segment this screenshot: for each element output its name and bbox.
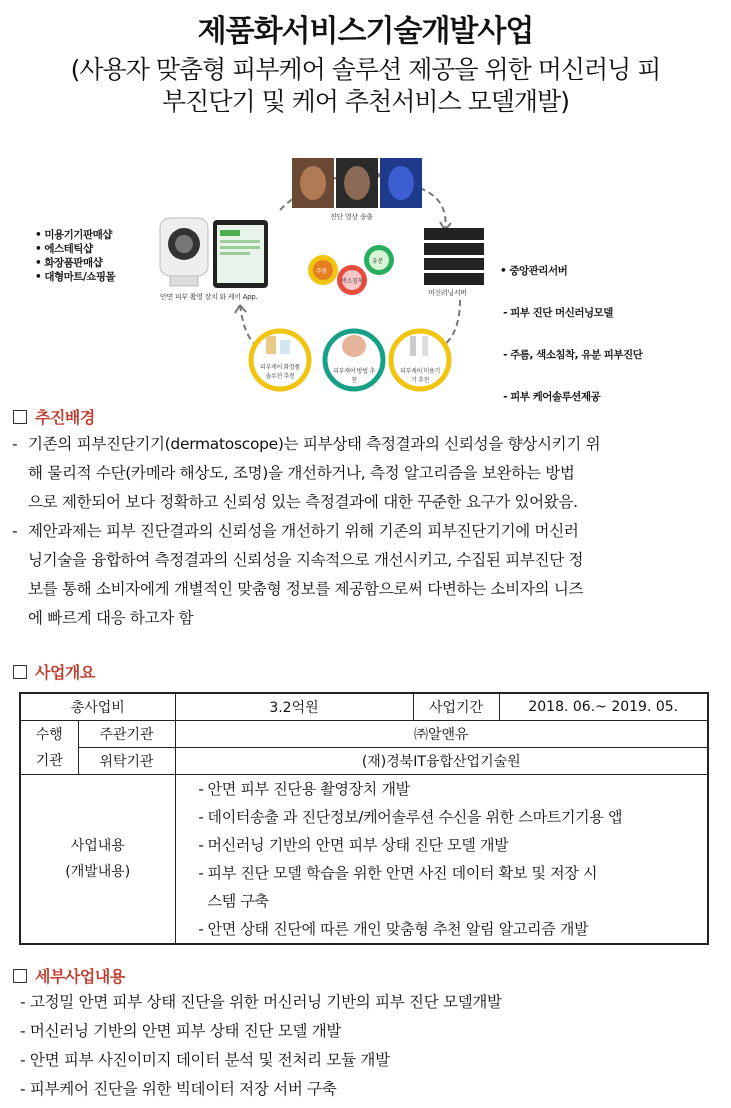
- left-list-item: • 화장품판매샵: [35, 257, 103, 269]
- right-list-item: - 피부 진단 머신러닝모델: [500, 307, 613, 319]
- period-label: 사업기간: [413, 693, 499, 721]
- lead-org-label: 주관기관: [78, 721, 175, 748]
- service-diagram: [30, 150, 710, 403]
- budget-value: 3.2억원: [175, 693, 413, 721]
- right-list-item: - 주름, 색소침착, 유분 피부진단: [500, 349, 643, 361]
- diagram-left-list: [35, 228, 115, 284]
- content-label: 사업내용 (개발내용): [20, 775, 175, 945]
- bottom-label-device: 피부케어 미용기기 추천: [399, 368, 441, 384]
- period-value: 2018. 06.~ 2019. 05.: [499, 693, 708, 721]
- center-label-pigment: 색소침착: [341, 278, 363, 285]
- detail-item: - 안면 피부 사진이미지 데이터 분석 및 전처리 모듈 개발: [20, 1051, 390, 1069]
- right-list-item: - 피부 케어솔루션제공: [500, 391, 601, 403]
- center-label-wrinkle: 주름: [316, 268, 327, 275]
- checkbox-square-icon: [13, 410, 27, 424]
- detail-item: - 고정밀 안면 피부 상태 진단을 위한 머신러닝 기반의 피부 진단 모델개발: [20, 993, 502, 1011]
- page-subtitle-line2: 부진단기 및 케어 추천서비스 모델개발): [162, 87, 569, 116]
- content-item: - 안면 상태 진단에 따른 개인 맞춤형 추천 알림 알고리즘 개발: [198, 920, 589, 938]
- paragraph: - 제안과제는 피부 진단결과의 신뢰성을 개선하기 위해 기존의 피부진단기기에 머신러 닝기술을 융합하여 측정결과의 신뢰성을 지속적으로 개선시키고, 수집된 피부진단 정 보를 통해 소비자에게 개별적인 맞춤형 정보를 제공함으로써 다변하는 소비자의 니즈 에 빠르게 대응 하고자 함: [12, 522, 584, 627]
- content-item: - 머신러닝 기반의 안면 피부 상태 진단 모델 개발: [198, 836, 509, 854]
- org-label: 수행 기관: [20, 721, 78, 775]
- background-paragraphs: [12, 430, 702, 633]
- checkbox-square-icon: [13, 969, 27, 983]
- entrusted-org-value: (재)경북IT융합산업기술원: [175, 748, 708, 775]
- caption-device: 안면 피부 촬영 장치 와 케어 App.: [160, 293, 258, 301]
- left-list-item: • 에스테틱샵: [35, 243, 93, 255]
- bottom-label-cosmetics: 피부케어 화장품 솔루션 추천: [259, 364, 301, 380]
- budget-label: 총사업비: [20, 693, 175, 721]
- content-item: - 피부 진단 모델 학습을 위한 안면 사진 데이터 확보 및 저장 시: [198, 864, 598, 882]
- lead-org-value: ㈜알앤유: [175, 721, 708, 748]
- right-list-item: • 중앙관리서버: [500, 265, 568, 277]
- caption-video-transmit: 진단 영상 송출: [330, 213, 373, 221]
- detail-item: - 머신러닝 기반의 안면 피부 상태 진단 모델 개발: [20, 1022, 342, 1040]
- bottom-label-method: 피부케어 방법 추천: [333, 368, 375, 384]
- content-items: [175, 775, 708, 945]
- center-label-oil: 유분: [372, 258, 383, 265]
- page-title: 제품화서비스기술개발사업: [197, 14, 534, 49]
- content-item-continued: 스템 구축: [207, 892, 269, 910]
- overview-table: [19, 692, 709, 945]
- detail-item: - 피부케어 진단을 위한 빅데이터 저장 서버 구축: [20, 1080, 337, 1098]
- left-list-item: • 미용기기판매샵: [35, 229, 112, 241]
- content-item: - 안면 피부 진단용 촬영장치 개발: [198, 780, 410, 798]
- diagram-right-list: [500, 236, 642, 432]
- left-list-item: • 대형마트/쇼핑몰: [35, 271, 116, 283]
- detail-list: [20, 988, 502, 1104]
- section-title-overview: 사업개요: [13, 660, 95, 683]
- page-subtitle-line1: (사용자 맞춤형 피부케어 솔루션 제공을 위한 머신러닝 피: [70, 55, 661, 84]
- entrusted-org-label: 위탁기관: [78, 748, 175, 775]
- content-item: - 데이터송출 과 진단정보/케어솔루션 수신을 위한 스마트기기용 앱: [198, 808, 623, 826]
- section-title-background: 추진배경: [13, 405, 95, 428]
- paragraph: - 기존의 피부진단기기(dermatoscope)는 피부상태 측정결과의 신뢰성을 향상시키기 위 해 물리적 수단(카메라 해상도, 조명)을 개선하거나, 측정 알고리즘을 보완하는 방법 으로 제한되어 보다 정확하고 신뢰성 있는 측정결과에 대한 꾸준한 요구가 있어왔음.: [12, 435, 601, 511]
- section-title-detail: 세부사업내용: [13, 964, 125, 987]
- caption-server: 머신러닝서버: [428, 289, 467, 297]
- checkbox-square-icon: [13, 665, 27, 679]
